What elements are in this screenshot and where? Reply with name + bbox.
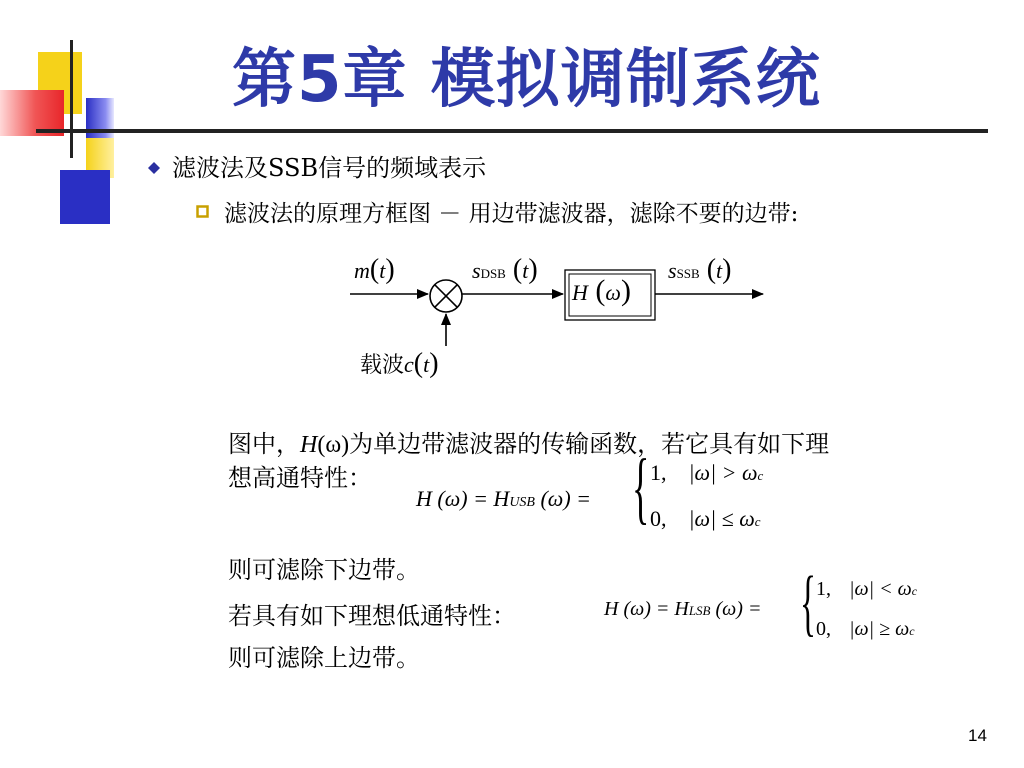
filter-label: H (ω) [572, 274, 631, 307]
usb-brace: { [632, 444, 650, 532]
diamond-bullet-icon [148, 162, 160, 174]
lsb-case-1: 1, |ω| < ωc [816, 578, 918, 600]
lowpass-intro: 若具有如下理想低通特性： [228, 602, 516, 630]
lsb-brace: { [800, 562, 816, 644]
highpass-intro: 想高通特性： [228, 464, 372, 492]
usb-case-2: 0, |ω| ≤ ωc [650, 506, 761, 531]
bullet-level1: 滤波法及SSB信号的频域表示 [172, 154, 487, 182]
page-title: 第5章 模拟调制系统 [232, 43, 821, 117]
lsb-formula: H (ω) = HLSB (ω) = [604, 598, 762, 620]
title-underline [36, 129, 988, 133]
carrier-label: 载波c(t) [360, 348, 439, 379]
dsb-signal-label: sDSB (t) [472, 254, 538, 285]
deco-blue-square [60, 170, 110, 224]
page-number: 14 [968, 726, 987, 745]
lsb-case-2: 0, |ω| ≥ ωc [816, 618, 915, 640]
deco-vertical-line [70, 40, 73, 158]
input-signal-label: m(t) [354, 254, 395, 285]
remove-upper-sideband: 则可滤除上边带。 [228, 644, 420, 672]
usb-formula: H (ω) = HUSB (ω) = [416, 486, 592, 511]
square-bullet-icon [196, 205, 209, 218]
remove-lower-sideband: 则可滤除下边带。 [228, 556, 420, 584]
bullet-level2: 滤波法的原理方框图 － 用边带滤波器，滤除不要的边带: [224, 201, 799, 227]
ssb-signal-label: sSSB (t) [668, 254, 732, 285]
transfer-function-description: 图中，H(ω)为单边带滤波器的传输函数，若它具有如下理 [228, 430, 830, 458]
usb-case-1: 1, |ω| > ωc [650, 460, 764, 485]
